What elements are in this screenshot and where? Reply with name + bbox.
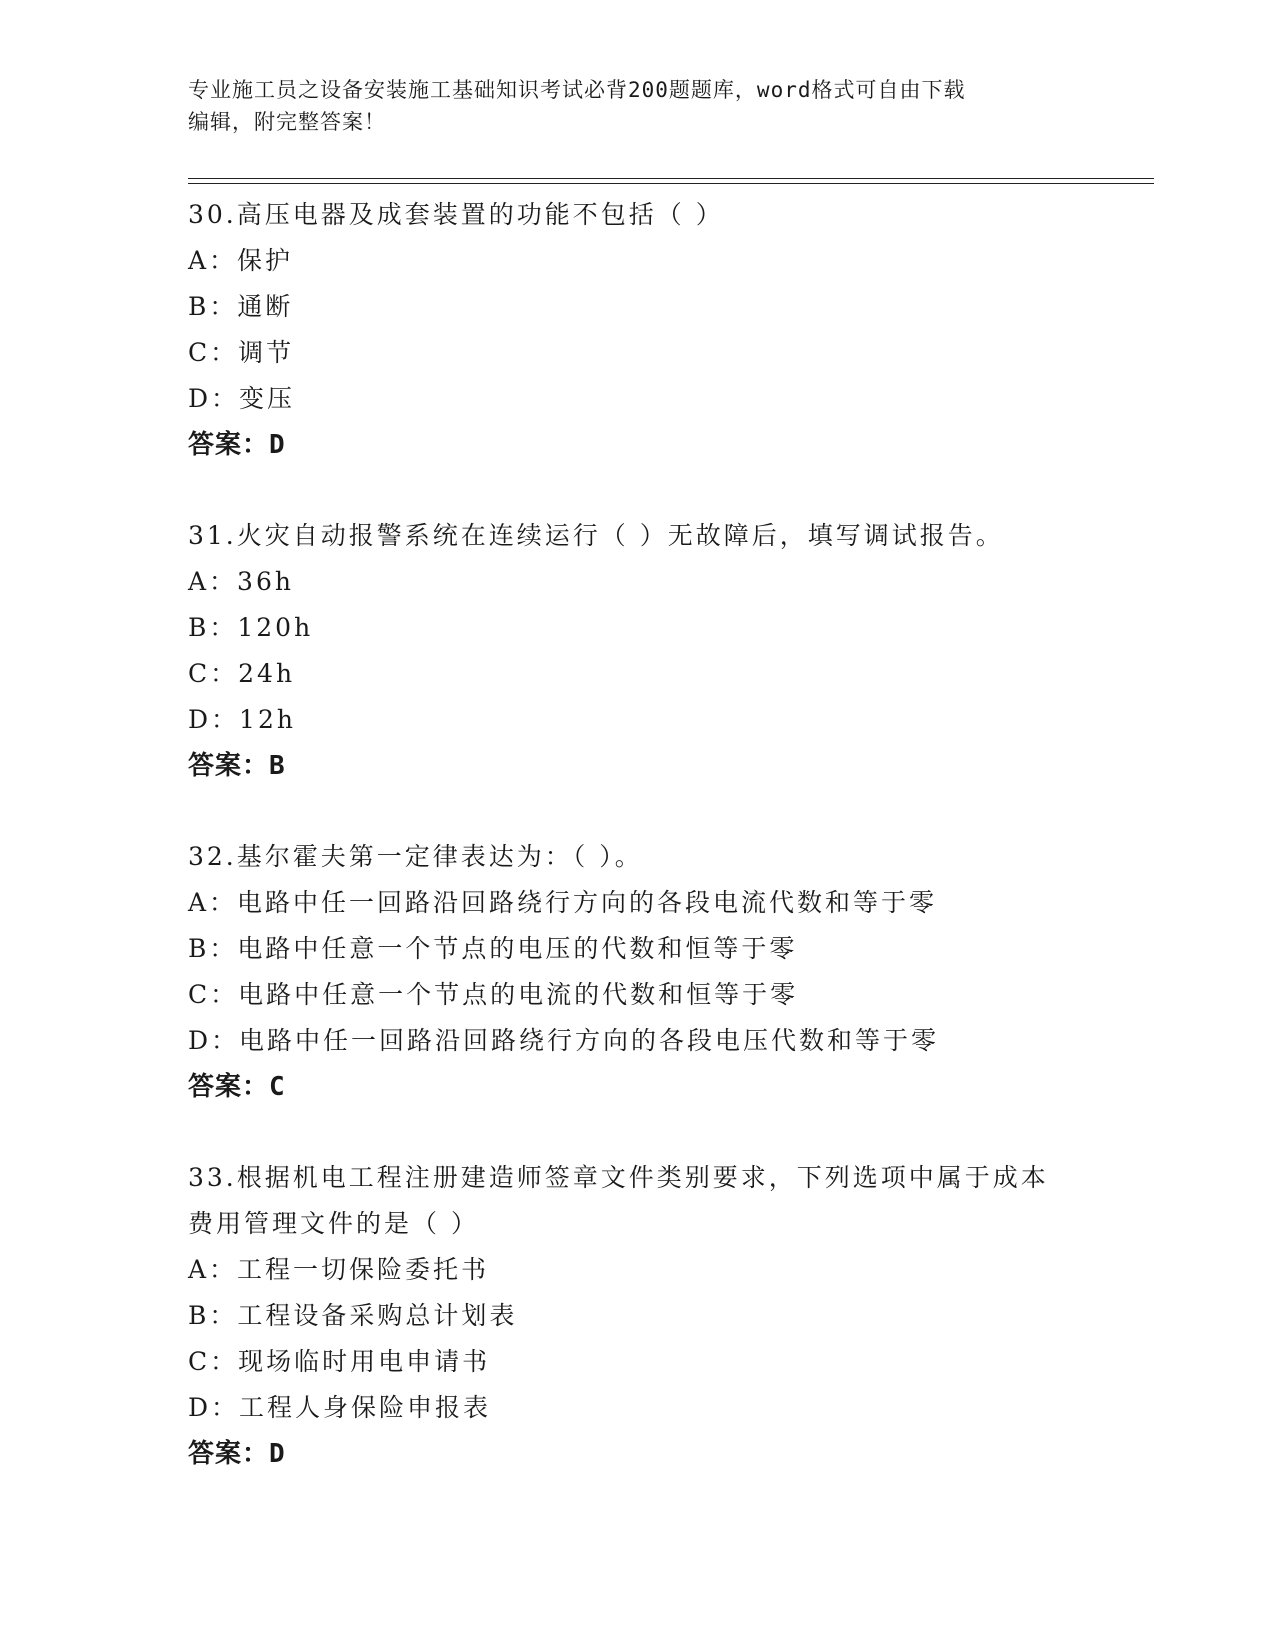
header-line-1: 专业施工员之设备安装施工基础知识考试必背200题题库，word格式可自由下载 [188, 78, 966, 102]
question-stem-line-2: 费用管理文件的是（ ） [188, 1209, 479, 1238]
option-d: D：12h [188, 705, 296, 734]
question-list [188, 192, 1088, 1522]
question-stem: 30.高压电器及成套装置的功能不包括（ ） [188, 200, 724, 229]
question-32 [188, 834, 1088, 1110]
question-33 [188, 1155, 1088, 1477]
option-a: A：电路中任一回路沿回路绕行方向的各段电流代数和等于零 [188, 888, 938, 917]
header-divider-top [188, 178, 1154, 179]
option-d: D：变压 [188, 384, 296, 413]
option-c: C：24h [188, 659, 296, 688]
answer-line: 答案：C [188, 1072, 286, 1102]
option-c: C：电路中任意一个节点的电流的代数和恒等于零 [188, 980, 799, 1009]
question-30 [188, 192, 1088, 468]
option-a: A：工程一切保险委托书 [188, 1255, 490, 1284]
option-a: A：保护 [188, 246, 294, 275]
answer-line: 答案：D [188, 430, 286, 460]
header-line-2: 编辑，附完整答案！ [188, 110, 386, 134]
answer-line: 答案：B [188, 751, 286, 781]
question-stem: 31.火灾自动报警系统在连续运行（ ）无故障后，填写调试报告。 [188, 521, 1004, 550]
option-d: D：电路中任一回路沿回路绕行方向的各段电压代数和等于零 [188, 1026, 940, 1055]
option-d: D：工程人身保险申报表 [188, 1393, 492, 1422]
option-c: C：调节 [188, 338, 295, 367]
option-a: A：36h [188, 567, 294, 596]
answer-line: 答案：D [188, 1439, 286, 1469]
document-header [188, 74, 1068, 138]
option-b: B：通断 [188, 292, 294, 321]
option-b: B：电路中任意一个节点的电压的代数和恒等于零 [188, 934, 798, 963]
header-divider-bottom [188, 183, 1154, 184]
option-c: C：现场临时用电申请书 [188, 1347, 491, 1376]
question-stem-line-1: 33.根据机电工程注册建造师签章文件类别要求，下列选项中属于成本 [188, 1163, 1049, 1192]
question-31 [188, 513, 1088, 789]
option-b: B：120h [188, 613, 314, 642]
option-b: B：工程设备采购总计划表 [188, 1301, 518, 1330]
question-stem: 32.基尔霍夫第一定律表达为：（ ）。 [188, 842, 643, 871]
